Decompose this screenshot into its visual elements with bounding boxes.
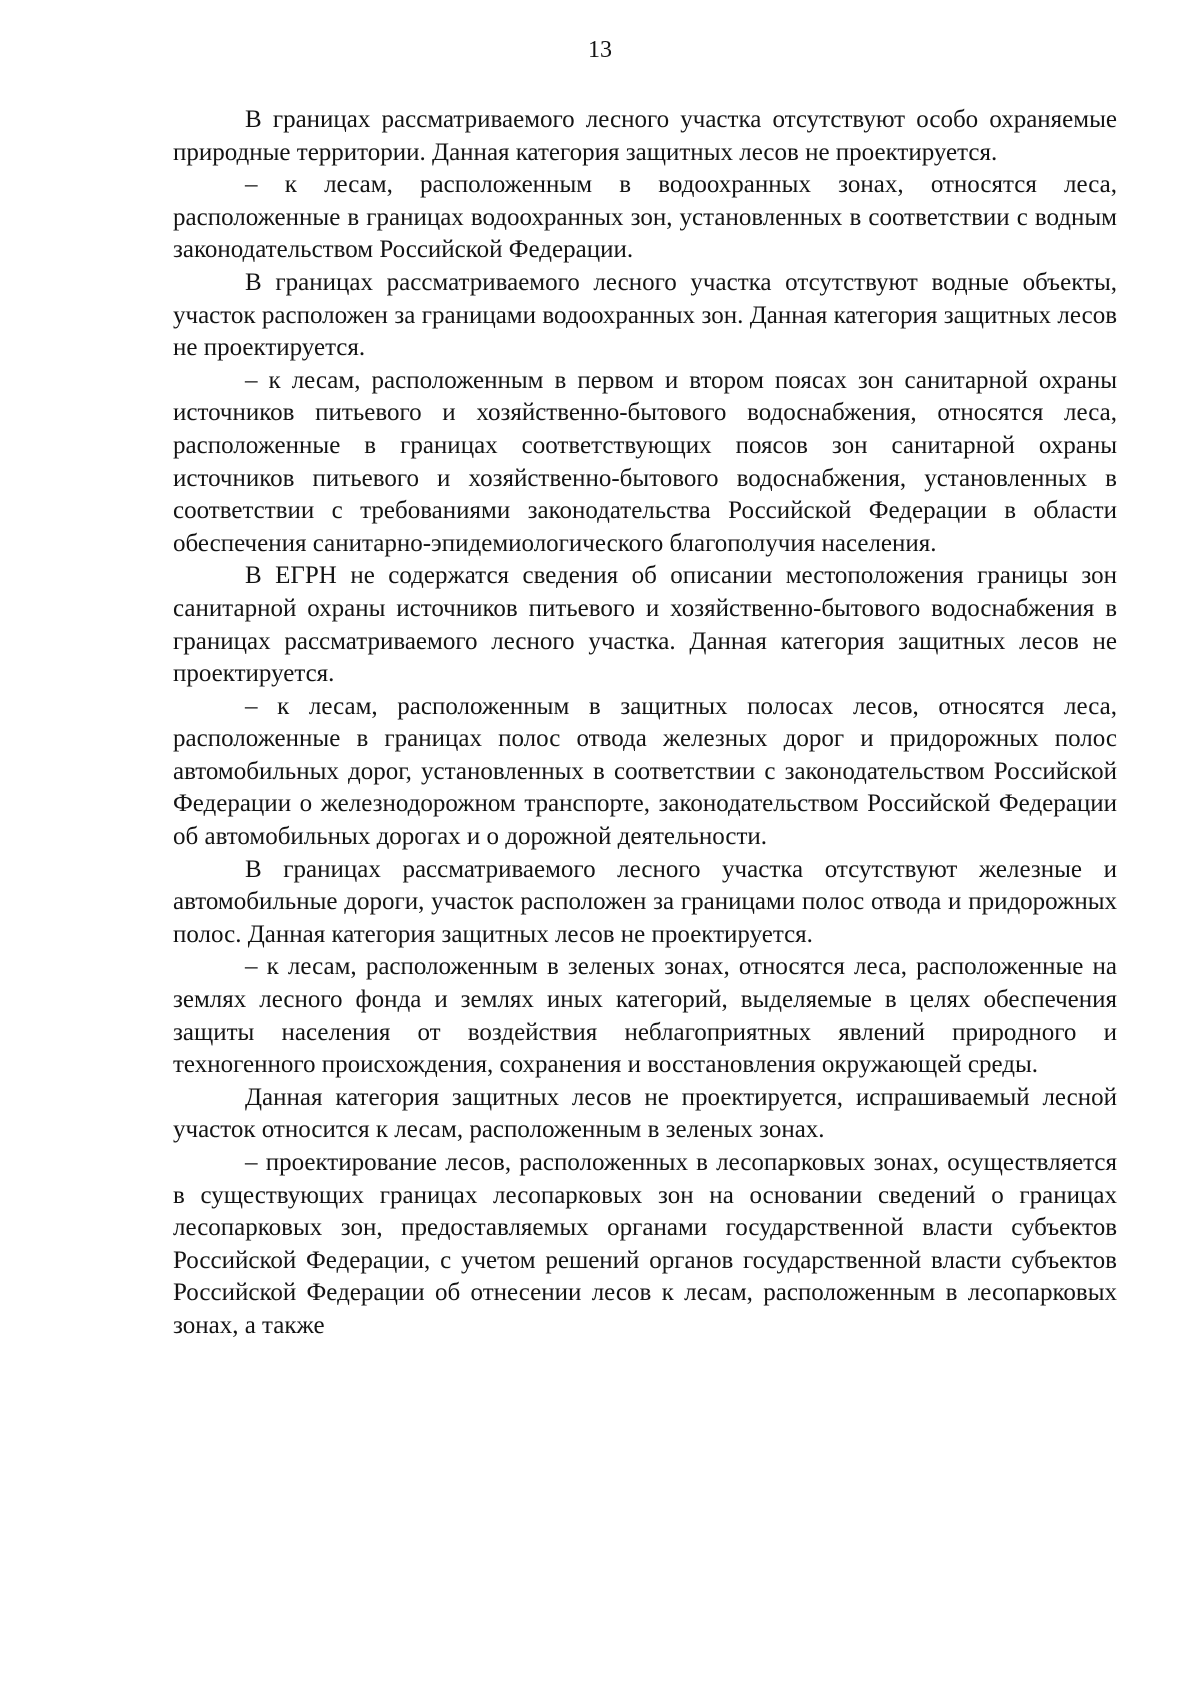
- paragraph-water-objects-absent: В границах рассматриваемого лесного участка отсутствуют водные объекты, участок расположен за границами водоохранных зон. Данная категория защитных лесов не проектируется.: [173, 268, 1117, 362]
- document-body: [173, 104, 1117, 1343]
- paragraph-forest-park-zones: – проектирование лесов, расположенных в лесопарковых зонах, осуществляется в существующих границах лесопарковых зон на основании сведений о границах лесопарковых зон, предоставляемых органами государственной власти субъектов Российской Федерации, с учетом решений органов государственной власти субъектов Российской Федерации об отнесении лесов к лесам, расположенным в лесопарковых зонах, а также: [173, 1149, 1117, 1339]
- paragraph-roads-absent: В границах рассматриваемого лесного участка отсутствуют железные и автомобильные дороги, участок расположен за границами полос отвода и придорожных полос. Данная категория защитных лесов не проектируется.: [173, 855, 1117, 948]
- paragraph-green-zones: – к лесам, расположенным в зеленых зонах, относятся леса, расположенные на землях лесного фонда и землях иных категорий, выделяемые в целях обеспечения защиты населения от воздействия неблагоприятных явлений природного и техногенного происхождения, сохранения и восстановления окружающей среды.: [173, 953, 1117, 1079]
- paragraph-water-protection-zones: – к лесам, расположенным в водоохранных зонах, относятся леса, расположенные в границах водоохранных зон, установленных в соответствии с водным законодательством Российской Федерации.: [173, 171, 1117, 264]
- paragraph-egrn-sanitary-info: В ЕГРН не содержатся сведения об описании местоположения границы зон санитарной охраны источников питьевого и хозяйственно-бытового водоснабжения в границах рассматриваемого лесного участка. Данная категория защитных лесов не проектируется.: [173, 562, 1117, 688]
- paragraph-protected-territories: В границах рассматриваемого лесного участка отсутствуют особо охраняемые природные территории. Данная категория защитных лесов не проектируется.: [173, 106, 1117, 166]
- paragraph-sanitary-zones: – к лесам, расположенным в первом и втором поясах зон санитарной охраны источников питьевого и хозяйственно-бытового водоснабжения, относятся леса, расположенные в границах соответствующих поясов зон санитарной охраны источников питьевого и хозяйственно-бытового водоснабжения, установленных в соответствии с требованиями законодательства Российской Федерации в области обеспечения санитарно-эпидемиологического благополучия населения.: [173, 366, 1117, 557]
- paragraph-protective-strips: – к лесам, расположенным в защитных полосах лесов, относятся леса, расположенные в границах полос отвода железных дорог и придорожных полос автомобильных дорог, установленных в соответствии с законодательством Российской Федерации о железнодорожном транспорте, законодательством Российской Федерации об автомобильных дорогах и о дорожной деятельности.: [173, 692, 1117, 851]
- page-number: 13: [588, 37, 612, 63]
- paragraph-green-zones-conclusion: Данная категория защитных лесов не проектируется, испрашиваемый лесной участок относится к лесам, расположенным в зеленых зонах.: [173, 1083, 1117, 1144]
